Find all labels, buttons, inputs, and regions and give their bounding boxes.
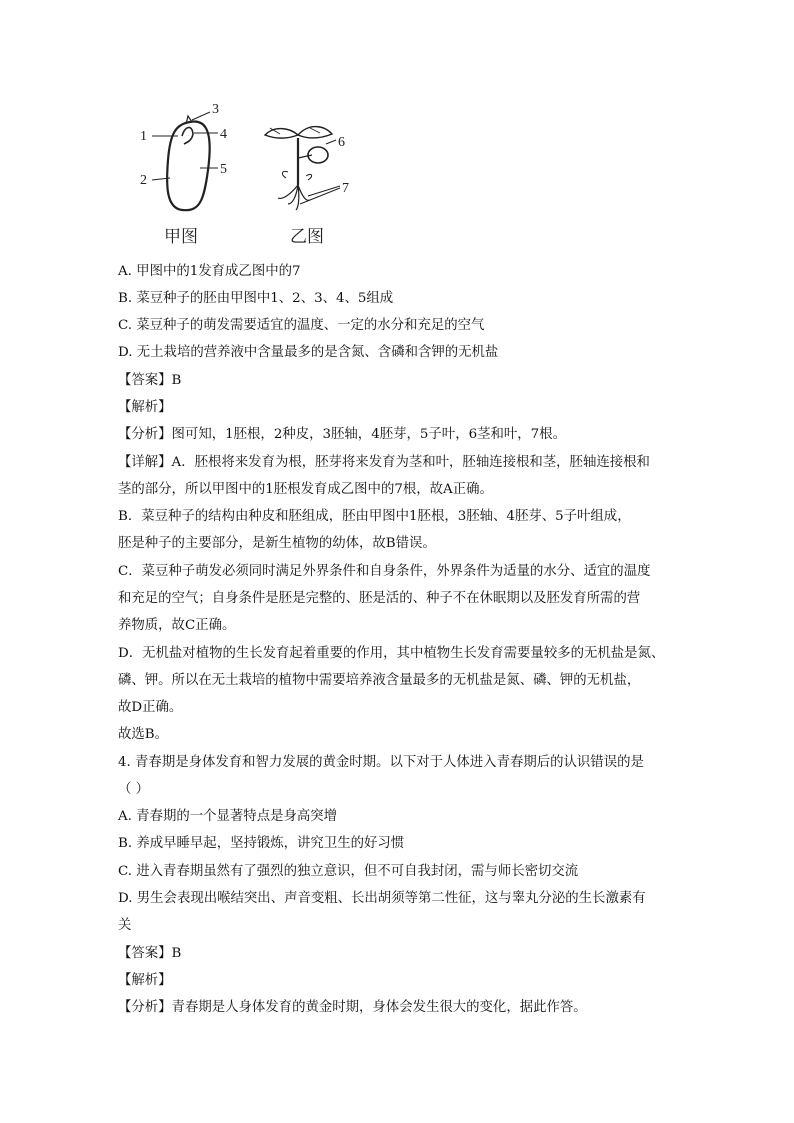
q3-option-d: D. 无土栽培的营养液中含量最多的是含氮、含磷和含钾的无机盐 <box>118 345 499 360</box>
q3-option-b: B. 菜豆种子的胚由甲图中1、2、3、4、5组成 <box>118 291 394 306</box>
q3-option-a: A. 甲图中的1发育成乙图中的7 <box>118 264 301 279</box>
q4-stem-blank: （ ） <box>118 782 150 797</box>
q3-option-c: C. 菜豆种子的萌发需要适宜的温度、一定的水分和充足的空气 <box>118 318 485 333</box>
seed-label-2: 2 <box>140 173 147 188</box>
q4-option-d: D. 男生会表现出喉结突出、声音变粗、长出胡须等第二性征，这与睾丸分泌的生长激素有 <box>118 891 646 906</box>
q4-option-d-cont: 关 <box>118 918 132 933</box>
figure-caption-right: 乙图 <box>290 227 324 247</box>
q4-answer: 【答案】B <box>118 946 182 961</box>
seed-label-5: 5 <box>220 162 227 177</box>
seed-label-3: 3 <box>212 102 219 117</box>
q3-detail-line: B．菜豆种子的结构由种皮和胚组成，胚由甲图中1胚根，3胚轴、4胚芽、5子叶组成， <box>118 509 631 524</box>
seedling-label-7: 7 <box>342 181 349 196</box>
q3-detail-line: D．无机盐对植物的生长发育起着重要的作用，其中植物生长发育需要量较多的无机盐是氮、 <box>118 646 665 661</box>
seed-outline <box>167 122 210 211</box>
q3-detail-line: 【详解】A．胚根将来发育为根，胚芽将来发育为茎和叶，胚轴连接根和茎，胚轴连接根和 <box>118 455 650 470</box>
seed-label-4: 4 <box>220 127 227 142</box>
leader-line-6 <box>326 140 336 144</box>
seed-embryo <box>182 127 193 144</box>
leader-line-3 <box>192 112 210 120</box>
q3-analysis-title: 【解析】 <box>118 400 172 415</box>
seed-label-1: 1 <box>140 129 147 144</box>
q3-fenxi: 【分析】图可知，1胚根，2种皮，3胚轴，4胚芽，5子叶，6茎和叶，7根。 <box>118 427 566 442</box>
q3-detail-line: 和充足的空气；自身条件是胚是完整的、胚是活的、种子不在休眠期以及胚发育所需的营 <box>118 591 641 606</box>
leader-line-7b <box>300 188 340 204</box>
q3-detail-line: 胚是种子的主要部分，是新生植物的幼体，故B错误。 <box>118 536 436 551</box>
q4-stem: 4. 青春期是身体发育和智力发展的黄金时期。以下对于人体进入青春期后的认识错误的是 <box>118 755 644 770</box>
q4-option-b: B. 养成早睡早起，坚持锻炼，讲究卫生的好习惯 <box>118 836 405 851</box>
q3-detail-line: 故选B。 <box>118 727 169 742</box>
q3-detail-line: 磷、钾。所以在无土栽培的植物中需要培养液含量最多的无机盐是氮、磷、钾的无机盐， <box>118 673 641 688</box>
q3-answer: 【答案】B <box>118 373 182 388</box>
q3-detail-line: 茎的部分，所以甲图中的1胚根发育成乙图中的7根，故A正确。 <box>118 482 493 497</box>
seedling-drawing <box>265 127 332 210</box>
q4-fenxi: 【分析】青春期是人身体发育的黄金时期，身体会发生很大的变化，据此作答。 <box>118 1000 587 1015</box>
q3-detail-line: C．菜豆种子萌发必须同时满足外界条件和自身条件，外界条件为适量的水分、适宜的温度 <box>118 564 651 579</box>
q4-analysis-title: 【解析】 <box>118 973 172 988</box>
figure-caption-left: 甲图 <box>164 227 198 247</box>
q4-option-c: C. 进入青春期虽然有了强烈的独立意识，但不可自我封闭，需与师长密切交流 <box>118 864 579 879</box>
q4-option-a: A. 青春期的一个显著特点是身高突增 <box>118 809 338 824</box>
seed-figure <box>130 100 370 250</box>
seedling-label-6: 6 <box>338 135 345 150</box>
q3-detail-line: 养物质，故C正确。 <box>118 618 236 633</box>
q3-detail-line: 故D正确。 <box>118 700 183 715</box>
